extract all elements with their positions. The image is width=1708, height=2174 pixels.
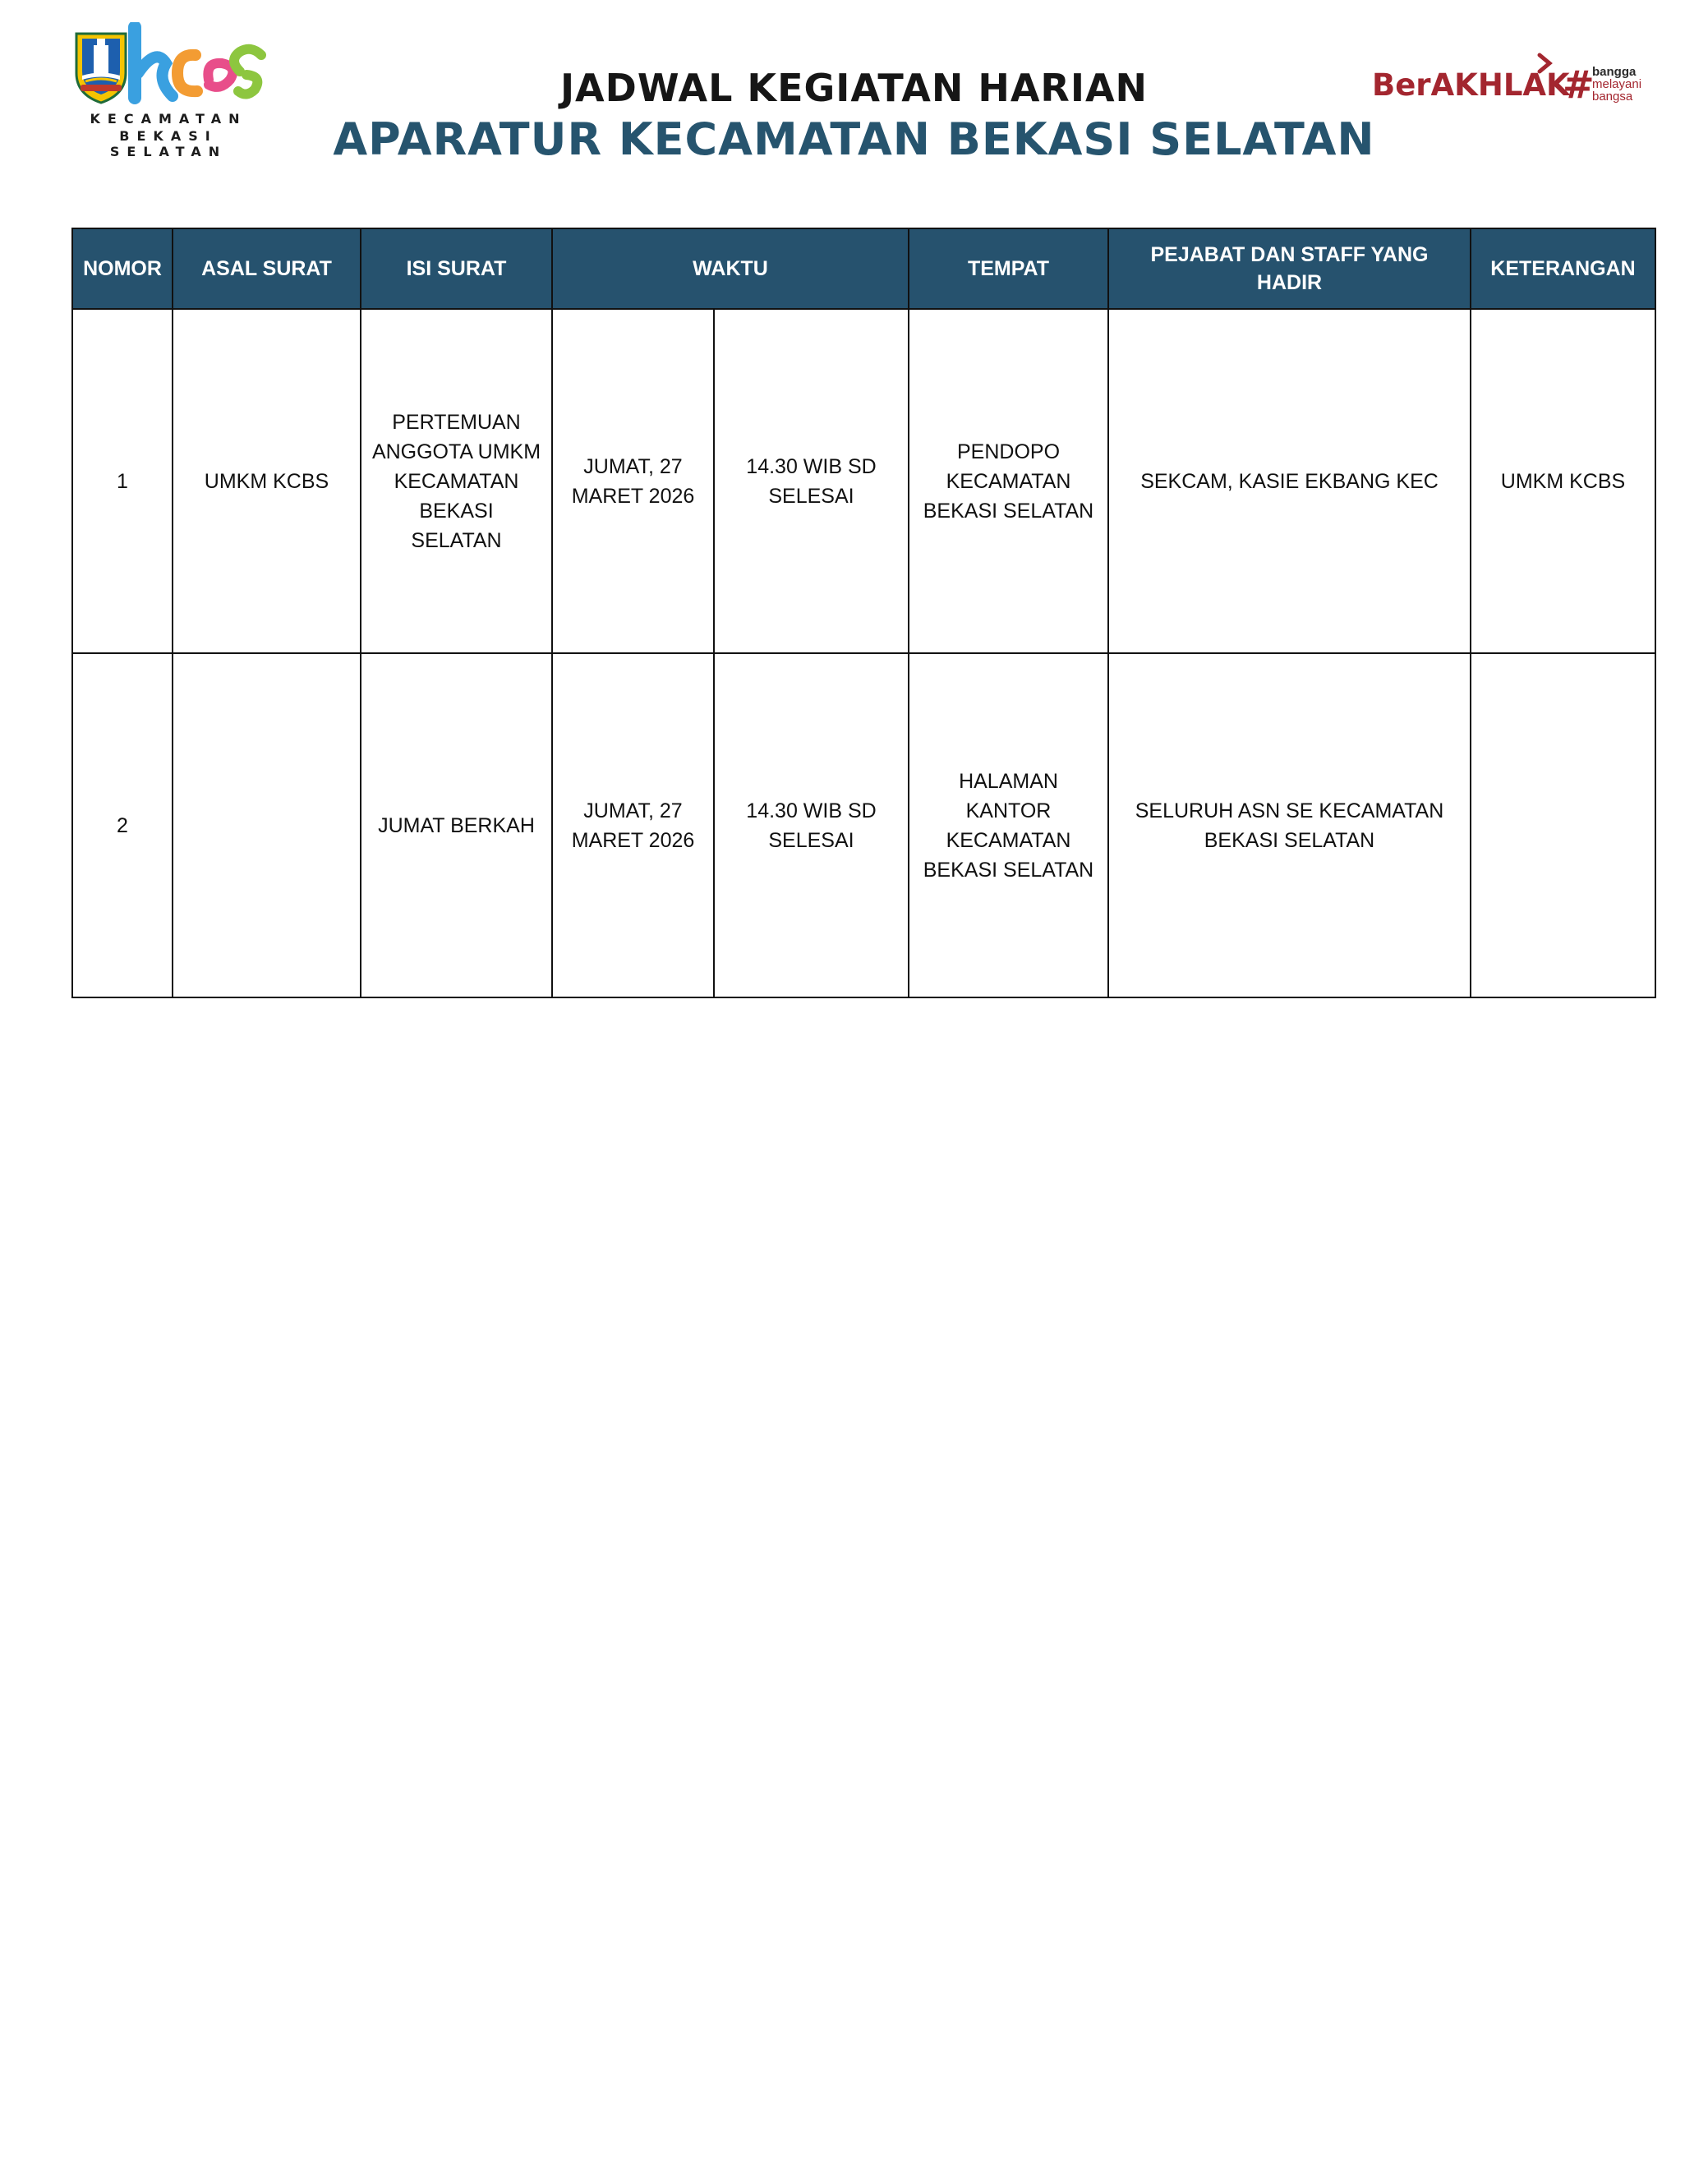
cell-nomor: 2 [72, 653, 173, 997]
col-header-keterangan: KETERANGAN [1471, 228, 1655, 309]
page-subtitle: APARATUR KECAMATAN BEKASI SELATAN [333, 113, 1375, 165]
col-header-pejabat: PEJABAT DAN STAFF YANG HADIR [1108, 228, 1471, 309]
tagline-melayani: melayani [1592, 77, 1642, 91]
hashtag-icon: # [1563, 62, 1595, 107]
berakhlak-brand-text: BerAKHLAK [1372, 67, 1570, 103]
cell-tanggal: JUMAT, 27 MARET 2026 [552, 653, 714, 997]
chevron-right-icon [1536, 53, 1554, 74]
table-row [72, 309, 1655, 653]
cell-tempat: PENDOPO KECAMATAN BEKASI SELATAN [909, 309, 1108, 653]
cell-isi-surat: PERTEMUAN ANGGOTA UMKM KECAMATAN BEKASI SELATAN [361, 309, 552, 653]
col-header-nomor: NOMOR [72, 228, 173, 309]
col-header-tempat: TEMPAT [909, 228, 1108, 309]
cell-tempat: HALAMAN KANTOR KECAMATAN BEKASI SELATAN [909, 653, 1108, 997]
table-row [72, 653, 1655, 997]
cell-nomor: 1 [72, 309, 173, 653]
cell-tanggal: JUMAT, 27 MARET 2026 [552, 309, 714, 653]
page-title: JADWAL KEGIATAN HARIAN [559, 66, 1149, 110]
tagline-bangsa: bangsa [1592, 90, 1633, 104]
cell-keterangan: UMKM KCBS [1471, 309, 1655, 653]
schedule-table [71, 228, 1656, 998]
cell-jam: 14.30 WIB SD SELESAI [714, 653, 909, 997]
col-header-waktu: WAKTU [552, 228, 909, 309]
cell-asal-surat [173, 653, 361, 997]
berakhlak-logo [1372, 51, 1668, 117]
col-header-isi-surat: ISI SURAT [361, 228, 552, 309]
col-header-asal-surat: ASAL SURAT [173, 228, 361, 309]
logo-caption-line1: KECAMATAN [90, 111, 247, 127]
cell-jam: 14.30 WIB SD SELESAI [714, 309, 909, 653]
cell-isi-surat: JUMAT BERKAH [361, 653, 552, 997]
cell-asal-surat: UMKM KCBS [173, 309, 361, 653]
cell-keterangan [1471, 653, 1655, 997]
cell-pejabat: SELURUH ASN SE KECAMATAN BEKASI SELATAN [1108, 653, 1471, 997]
logo-caption-line2: BEKASI SELATAN [109, 128, 228, 159]
table-header-row [72, 228, 1655, 309]
tagline-bangga: bangga [1592, 65, 1637, 79]
cell-pejabat: SEKCAM, KASIE EKBANG KEC [1108, 309, 1471, 653]
